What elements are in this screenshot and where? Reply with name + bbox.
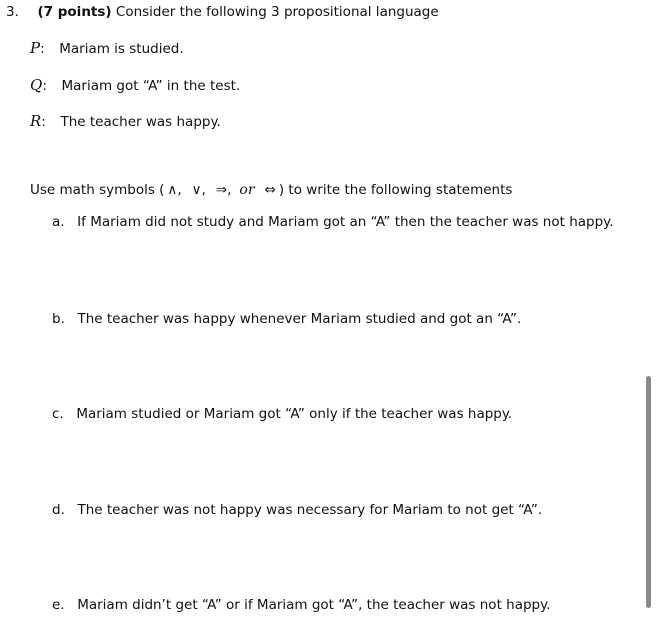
statement-b	[52, 311, 521, 327]
statement-e	[52, 597, 550, 613]
implies-symbol: ⇒	[215, 182, 228, 198]
statement-d	[52, 502, 542, 518]
proposition-r	[30, 112, 221, 130]
proposition-colon: :	[41, 114, 46, 130]
iff-symbol: ⇔	[264, 182, 276, 198]
proposition-colon: :	[40, 41, 45, 57]
question-number: 3.	[6, 4, 19, 20]
proposition-text: The teacher was happy.	[60, 114, 221, 130]
or-symbol: ∨	[191, 182, 202, 198]
question-points: (7 points)	[37, 4, 112, 20]
statement-label: c.	[52, 406, 64, 422]
proposition-q	[30, 76, 240, 94]
proposition-colon: :	[42, 78, 47, 94]
statement-label: e.	[52, 597, 65, 613]
question-header	[6, 4, 439, 20]
or-word: or	[239, 182, 255, 198]
vertical-scrollbar[interactable]	[646, 376, 651, 608]
symbol-separator: ,	[227, 182, 232, 198]
proposition-variable: P	[30, 39, 41, 57]
instruction-line	[30, 182, 512, 198]
statement-text: Mariam studied or Mariam got “A” only if the teacher was happy.	[76, 406, 513, 422]
instruction-prefix: Use math symbols (	[30, 182, 165, 198]
proposition-variable: Q	[30, 76, 43, 94]
statement-text: If Mariam did not study and Mariam got an “A” then the teacher was not happy.	[77, 214, 614, 230]
proposition-p	[30, 39, 184, 57]
proposition-text: Mariam is studied.	[59, 41, 184, 57]
question-intro: Consider the following 3 propositional language	[115, 4, 439, 20]
statement-text: Mariam didn’t get “A” or if Mariam got “A”, the teacher was not happy.	[77, 597, 551, 613]
statement-a	[52, 214, 614, 230]
statement-label: a.	[52, 214, 65, 230]
statement-label: d.	[52, 502, 65, 518]
statement-c	[52, 406, 512, 422]
statement-label: b.	[52, 311, 65, 327]
proposition-variable: R	[30, 112, 42, 130]
symbol-separator: ,	[201, 182, 206, 198]
statement-text: The teacher was happy whenever Mariam studied and got an “A”.	[77, 311, 522, 327]
symbol-separator: ,	[177, 182, 182, 198]
and-symbol: ∧	[167, 182, 178, 198]
statement-text: The teacher was not happy was necessary for Mariam to not get “A”.	[77, 502, 543, 518]
proposition-text: Mariam got “A” in the test.	[61, 78, 241, 94]
instruction-suffix: ) to write the following statements	[278, 182, 513, 198]
